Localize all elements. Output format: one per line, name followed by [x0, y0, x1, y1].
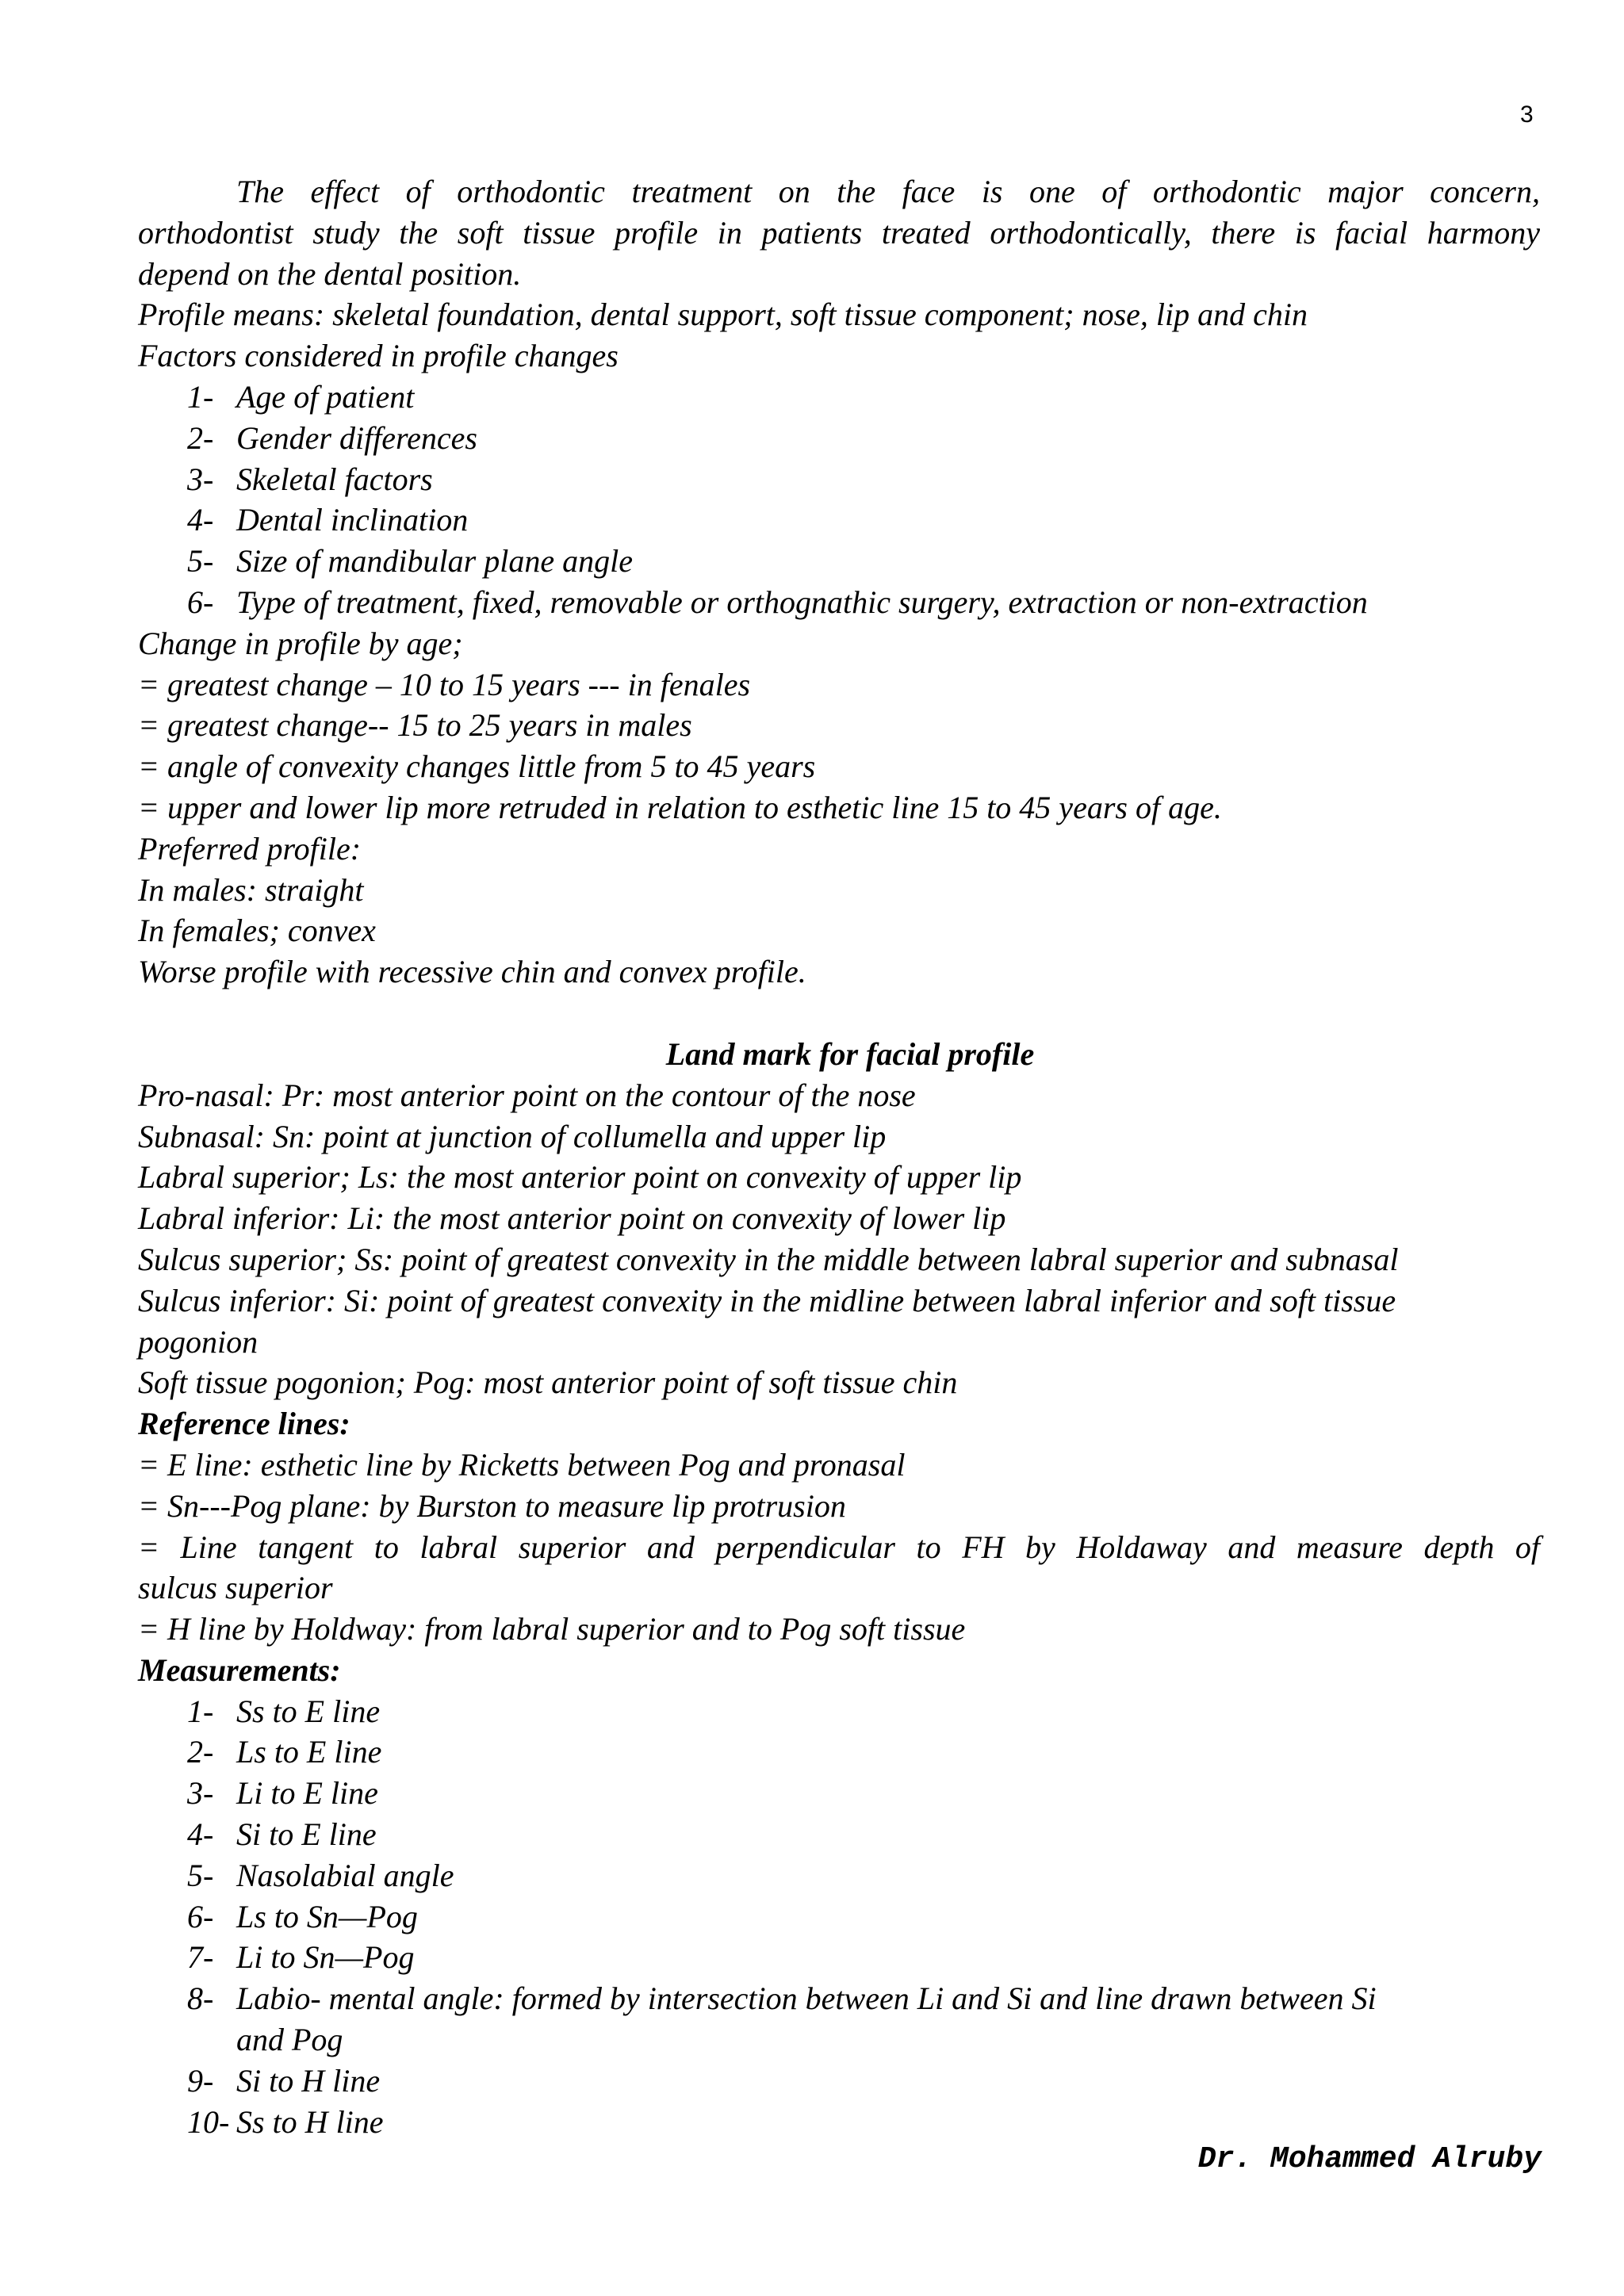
list-number: 5- — [187, 1857, 214, 1893]
list-item-text: Gender differences — [236, 419, 477, 456]
list-item — [138, 499, 1540, 541]
list-item-text: Si to H line — [236, 2062, 381, 2099]
measurements-heading: Measurements: — [138, 1651, 341, 1688]
list-number: 6- — [187, 584, 214, 620]
list-item-text: Type of treatment, fixed, removable or orthognathic surgery, extraction or non-extraction — [236, 584, 1368, 620]
landmark-pronasal: Pro-nasal: Pr: most anterior point on the contour of the nose — [138, 1077, 916, 1113]
list-number: 10- — [187, 2103, 230, 2140]
list-item — [138, 459, 1540, 500]
list-item-text: Li to E line — [236, 1775, 378, 1812]
list-item-text: Dental inclination — [236, 502, 469, 538]
list-number: 6- — [187, 1898, 214, 1934]
landmark-sulcus-inferior-cont: pogonion — [138, 1323, 259, 1360]
list-number: 1- — [187, 378, 214, 415]
worse-profile: Worse profile with recessive chin and convex profile. — [138, 954, 806, 990]
list-item — [138, 1732, 1540, 1773]
list-item-text: Ss to H line — [236, 2103, 384, 2140]
list-item-text: Ls to Sn—Pog — [236, 1898, 418, 1934]
list-item-text: Ls to E line — [236, 1734, 382, 1770]
reference-tangent: = Line tangent to labral superior and perpendicular to FH by Holdaway and measure depth of — [138, 1529, 1540, 1565]
reference-h-line: = H line by Holdway: from labral superior and to Pog soft tissue — [138, 1611, 966, 1647]
landmark-sulcus-inferior: Sulcus inferior: Si: point of greatest convexity in the midline between labral inferior and soft tissue — [138, 1282, 1396, 1318]
list-item-text: Labio- mental angle: formed by intersection between Li and Si and line drawn between Si — [236, 1980, 1377, 2017]
list-item — [138, 2061, 1540, 2102]
reference-e-line: = E line: esthetic line by Ricketts between Pog and pronasal — [138, 1446, 906, 1483]
list-item — [138, 1773, 1540, 1814]
profile-means: Profile means: skeletal foundation, dental support, soft tissue component; nose, lip and chin — [138, 297, 1308, 333]
age-change-line: = greatest change – 10 to 15 years --- in fenales — [138, 666, 751, 702]
list-item-text: Si to E line — [236, 1816, 377, 1853]
list-item — [138, 1855, 1540, 1896]
list-item-text: Ss to E line — [236, 1693, 381, 1729]
factors-list — [138, 377, 1540, 623]
list-number: 2- — [187, 1734, 214, 1770]
list-item-text: Nasolabial angle — [236, 1857, 454, 1893]
age-change-line: = angle of convexity changes little from 5 to 45 years — [138, 748, 816, 785]
list-number: 1- — [187, 1693, 214, 1729]
list-number: 8- — [187, 1980, 214, 2017]
age-change-heading: Change in profile by age; — [138, 625, 463, 661]
list-item-text: Skeletal factors — [236, 461, 433, 497]
list-number: 3- — [187, 1775, 214, 1812]
reference-lines-heading: Reference lines: — [138, 1406, 350, 1442]
list-item-text: Li to Sn—Pog — [236, 1939, 415, 1976]
list-item — [138, 1691, 1540, 1732]
list-number: 9- — [187, 2062, 214, 2099]
list-item — [138, 2102, 1540, 2143]
list-number: 4- — [187, 1816, 214, 1853]
measurements-list — [138, 1691, 1540, 2143]
list-item-text: Age of patient — [236, 378, 415, 415]
list-item-text: and Pog — [236, 2022, 343, 2058]
list-number: 4- — [187, 502, 214, 538]
list-number: 2- — [187, 419, 214, 456]
list-number: 3- — [187, 461, 214, 497]
list-item — [138, 377, 1540, 418]
preferred-females: In females; convex — [138, 913, 376, 949]
section-title: Land mark for facial profile — [665, 1035, 1035, 1072]
list-item — [138, 582, 1540, 623]
list-item — [138, 1814, 1540, 1855]
reference-tangent-cont: sulcus superior — [138, 1570, 333, 1606]
author-signature: Dr. Mohammed Alruby — [1197, 2142, 1542, 2176]
list-item — [138, 541, 1540, 582]
landmark-labral-inferior: Labral inferior: Li: the most anterior point on convexity of lower lip — [138, 1200, 1006, 1237]
list-number: 5- — [187, 543, 214, 580]
factors-heading: Factors considered in profile changes — [138, 338, 619, 374]
page-number: 3 — [1520, 101, 1534, 128]
intro-line-2: orthodontist study the soft tissue profile in patients treated orthodontically, there is facial harmony — [138, 214, 1540, 251]
landmark-labral-superior: Labral superior; Ls: the most anterior point on convexity of upper lip — [138, 1159, 1022, 1196]
list-item-text: Size of mandibular plane angle — [236, 543, 633, 580]
list-item-continuation — [138, 2019, 1540, 2061]
age-change-line: = upper and lower lip more retruded in relation to esthetic line 15 to 45 years of age. — [138, 789, 1222, 825]
landmark-sulcus-superior: Sulcus superior; Ss: point of greatest convexity in the middle between labral superior and subnasal — [138, 1241, 1399, 1277]
list-item — [138, 418, 1540, 459]
preferred-males: In males: straight — [138, 871, 364, 908]
list-number: 7- — [187, 1939, 214, 1976]
list-item — [138, 1937, 1540, 1978]
page-content — [138, 171, 1540, 2142]
preferred-heading: Preferred profile: — [138, 830, 362, 867]
landmark-subnasal: Subnasal: Sn: point at junction of collumella and upper lip — [138, 1118, 887, 1154]
landmark-pogonion: Soft tissue pogonion; Pog: most anterior point of soft tissue chin — [138, 1364, 958, 1401]
list-item — [138, 1896, 1540, 1938]
age-change-line: = greatest change-- 15 to 25 years in males — [138, 707, 692, 744]
reference-sn-pog: = Sn---Pog plane: by Burston to measure lip protrusion — [138, 1487, 846, 1524]
intro-line-1: The effect of orthodontic treatment on the face is one of orthodontic major concern, — [236, 174, 1540, 209]
intro-line-3: depend on the dental position. — [138, 255, 522, 292]
section-spacer — [138, 993, 1540, 1034]
list-item — [138, 1978, 1540, 2019]
